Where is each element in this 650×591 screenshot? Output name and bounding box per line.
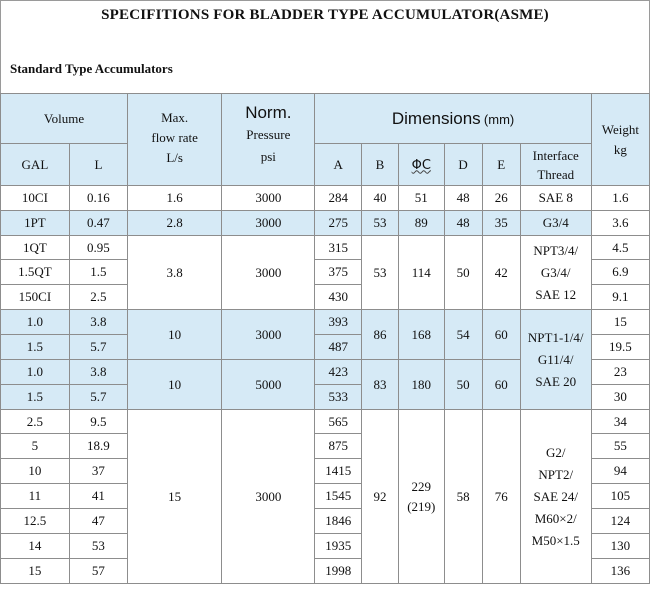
section-subtitle: Standard Type Accumulators (10, 61, 173, 76)
l-cell: 37 (69, 459, 127, 484)
c-alt-value: (219) (407, 498, 436, 514)
pressure-header (222, 94, 315, 186)
pressure-cell: 3000 (222, 186, 315, 211)
e-cell: 26 (482, 186, 520, 211)
weight-cell: 1.6 (591, 186, 649, 211)
gal-cell: 11 (1, 484, 70, 509)
a-cell: 1545 (315, 484, 362, 509)
thread-line: G2/ (545, 444, 566, 460)
l-cell: 0.47 (69, 211, 127, 236)
thread-line: SAE 20 (535, 373, 577, 389)
weight-cell: 15 (591, 310, 649, 335)
weight-header-label: Weight (601, 122, 639, 137)
thread-line: NPT2/ (538, 466, 574, 482)
e-cell: 76 (482, 410, 520, 584)
a-cell: 1935 (315, 534, 362, 559)
c-header-label: ΦC (411, 157, 431, 173)
l-cell: 57 (69, 559, 127, 584)
flow-cell: 10 (128, 310, 222, 360)
l-cell: 41 (69, 484, 127, 509)
pressure-header-label: Pressure (246, 127, 291, 142)
weight-cell: 30 (591, 385, 649, 410)
flow-cell: 2.8 (128, 211, 222, 236)
a-cell: 487 (315, 335, 362, 360)
a-cell: 393 (315, 310, 362, 335)
dimensions-unit: (mm) (483, 111, 515, 127)
weight-cell: 23 (591, 360, 649, 385)
thread-cell (520, 236, 591, 310)
c-header (399, 144, 445, 186)
weight-header (591, 94, 649, 186)
a-cell: 565 (315, 410, 362, 434)
table-row (1, 186, 650, 211)
flow-header-line-3: L/s (166, 150, 183, 165)
a-cell: 875 (315, 434, 362, 459)
gal-cell: 1.0 (1, 310, 70, 335)
thread-cell: SAE 8 (520, 186, 591, 211)
volume-header (1, 94, 128, 144)
table-row (1, 236, 650, 260)
c-cell (399, 410, 445, 584)
title-bar (0, 0, 650, 43)
b-cell: 53 (361, 236, 398, 310)
a-cell: 533 (315, 385, 362, 410)
d-cell: 50 (444, 236, 482, 310)
d-header: D (444, 144, 482, 186)
thread-header-line-2: Thread (537, 166, 575, 182)
gal-cell: 2.5 (1, 410, 70, 434)
thread-line: G3/4/ (540, 264, 571, 280)
flow-header-line-1: Max. (161, 110, 189, 125)
gal-header: GAL (1, 144, 70, 186)
l-cell: 47 (69, 509, 127, 534)
a-cell: 423 (315, 360, 362, 385)
b-cell: 53 (361, 211, 398, 236)
thread-line: G11/4/ (537, 351, 574, 367)
gal-cell: 1.5 (1, 335, 70, 360)
d-cell: 48 (444, 186, 482, 211)
norm-header-label: Norm. (245, 103, 292, 122)
pressure-cell: 5000 (222, 360, 315, 410)
gal-cell: 10CI (1, 186, 70, 211)
a-cell: 1846 (315, 509, 362, 534)
d-cell: 58 (444, 410, 482, 584)
b-cell: 83 (361, 360, 398, 410)
gal-cell: 1QT (1, 236, 70, 260)
pressure-cell: 3000 (222, 410, 315, 584)
a-cell: 1998 (315, 559, 362, 584)
d-cell: 48 (444, 211, 482, 236)
gal-cell: 15 (1, 559, 70, 584)
gal-cell: 10 (1, 459, 70, 484)
d-cell: 54 (444, 310, 482, 360)
l-cell: 5.7 (69, 385, 127, 410)
weight-cell: 34 (591, 410, 649, 434)
flow-cell: 10 (128, 360, 222, 410)
b-cell: 92 (361, 410, 398, 584)
volume-header-label: Volume (43, 110, 85, 126)
c-cell: 89 (399, 211, 445, 236)
c-cell: 180 (399, 360, 445, 410)
thread-cell (520, 310, 591, 410)
a-cell: 1415 (315, 459, 362, 484)
thread-line: M60×2/ (534, 510, 577, 526)
gal-cell: 1.5 (1, 385, 70, 410)
header-row-1 (1, 94, 650, 144)
weight-cell: 94 (591, 459, 649, 484)
weight-cell: 105 (591, 484, 649, 509)
c-value: 229 (411, 478, 432, 494)
page-title: SPECIFITIONS FOR BLADDER TYPE ACCUMULATOR(ASME) (101, 7, 549, 23)
dimensions-header-label: Dimensions (391, 108, 481, 128)
a-cell: 275 (315, 211, 362, 236)
weight-cell: 4.5 (591, 236, 649, 260)
table-row (1, 310, 650, 335)
c-cell: 51 (399, 186, 445, 211)
weight-cell: 19.5 (591, 335, 649, 360)
weight-cell: 124 (591, 509, 649, 534)
gal-cell: 1.5QT (1, 260, 70, 285)
a-cell: 284 (315, 186, 362, 211)
thread-line: SAE 12 (535, 286, 577, 302)
thread-line: M50×1.5 (531, 532, 580, 548)
l-header: L (69, 144, 127, 186)
flow-cell: 1.6 (128, 186, 222, 211)
b-cell: 86 (361, 310, 398, 360)
flow-cell: 3.8 (128, 236, 222, 310)
l-cell: 1.5 (69, 260, 127, 285)
c-cell: 114 (399, 236, 445, 310)
weight-cell: 55 (591, 434, 649, 459)
weight-cell: 6.9 (591, 260, 649, 285)
c-cell: 168 (399, 310, 445, 360)
a-cell: 430 (315, 285, 362, 310)
gal-cell: 12.5 (1, 509, 70, 534)
thread-cell (520, 410, 591, 584)
l-cell: 2.5 (69, 285, 127, 310)
pressure-cell: 3000 (222, 236, 315, 310)
thread-line: NPT3/4/ (533, 242, 579, 258)
thread-line: SAE 24/ (533, 488, 578, 504)
d-cell: 50 (444, 360, 482, 410)
weight-cell: 3.6 (591, 211, 649, 236)
b-header: B (361, 144, 398, 186)
e-header: E (482, 144, 520, 186)
a-cell: 375 (315, 260, 362, 285)
gal-cell: 5 (1, 434, 70, 459)
header-row-2 (1, 144, 650, 186)
dimensions-header (315, 94, 591, 144)
subtitle-bar (0, 42, 650, 93)
e-cell: 35 (482, 211, 520, 236)
table-row (1, 410, 650, 434)
thread-cell: G3/4 (520, 211, 591, 236)
weight-unit: kg (613, 142, 627, 157)
l-cell: 5.7 (69, 335, 127, 360)
pressure-cell: 3000 (222, 310, 315, 360)
flow-header-line-2: flow rate (151, 130, 198, 145)
b-cell: 40 (361, 186, 398, 211)
gal-cell: 150CI (1, 285, 70, 310)
table-row (1, 211, 650, 236)
spec-table (0, 93, 650, 584)
e-cell: 42 (482, 236, 520, 310)
l-cell: 3.8 (69, 310, 127, 335)
e-cell: 60 (482, 360, 520, 410)
l-cell: 9.5 (69, 410, 127, 434)
pressure-cell: 3000 (222, 211, 315, 236)
l-cell: 3.8 (69, 360, 127, 385)
thread-header (520, 144, 591, 186)
gal-cell: 14 (1, 534, 70, 559)
psi-header-label: psi (260, 149, 276, 164)
gal-cell: 1.0 (1, 360, 70, 385)
l-cell: 18.9 (69, 434, 127, 459)
l-cell: 53 (69, 534, 127, 559)
gal-cell: 1PT (1, 211, 70, 236)
thread-header-line-1: Interface (532, 147, 579, 163)
flow-rate-header (128, 94, 222, 186)
thread-line: NPT1-1/4/ (527, 329, 584, 345)
a-header: A (315, 144, 362, 186)
l-cell: 0.95 (69, 236, 127, 260)
a-cell: 315 (315, 236, 362, 260)
weight-cell: 9.1 (591, 285, 649, 310)
weight-cell: 130 (591, 534, 649, 559)
l-cell: 0.16 (69, 186, 127, 211)
flow-cell: 15 (128, 410, 222, 584)
e-cell: 60 (482, 310, 520, 360)
weight-cell: 136 (591, 559, 649, 584)
